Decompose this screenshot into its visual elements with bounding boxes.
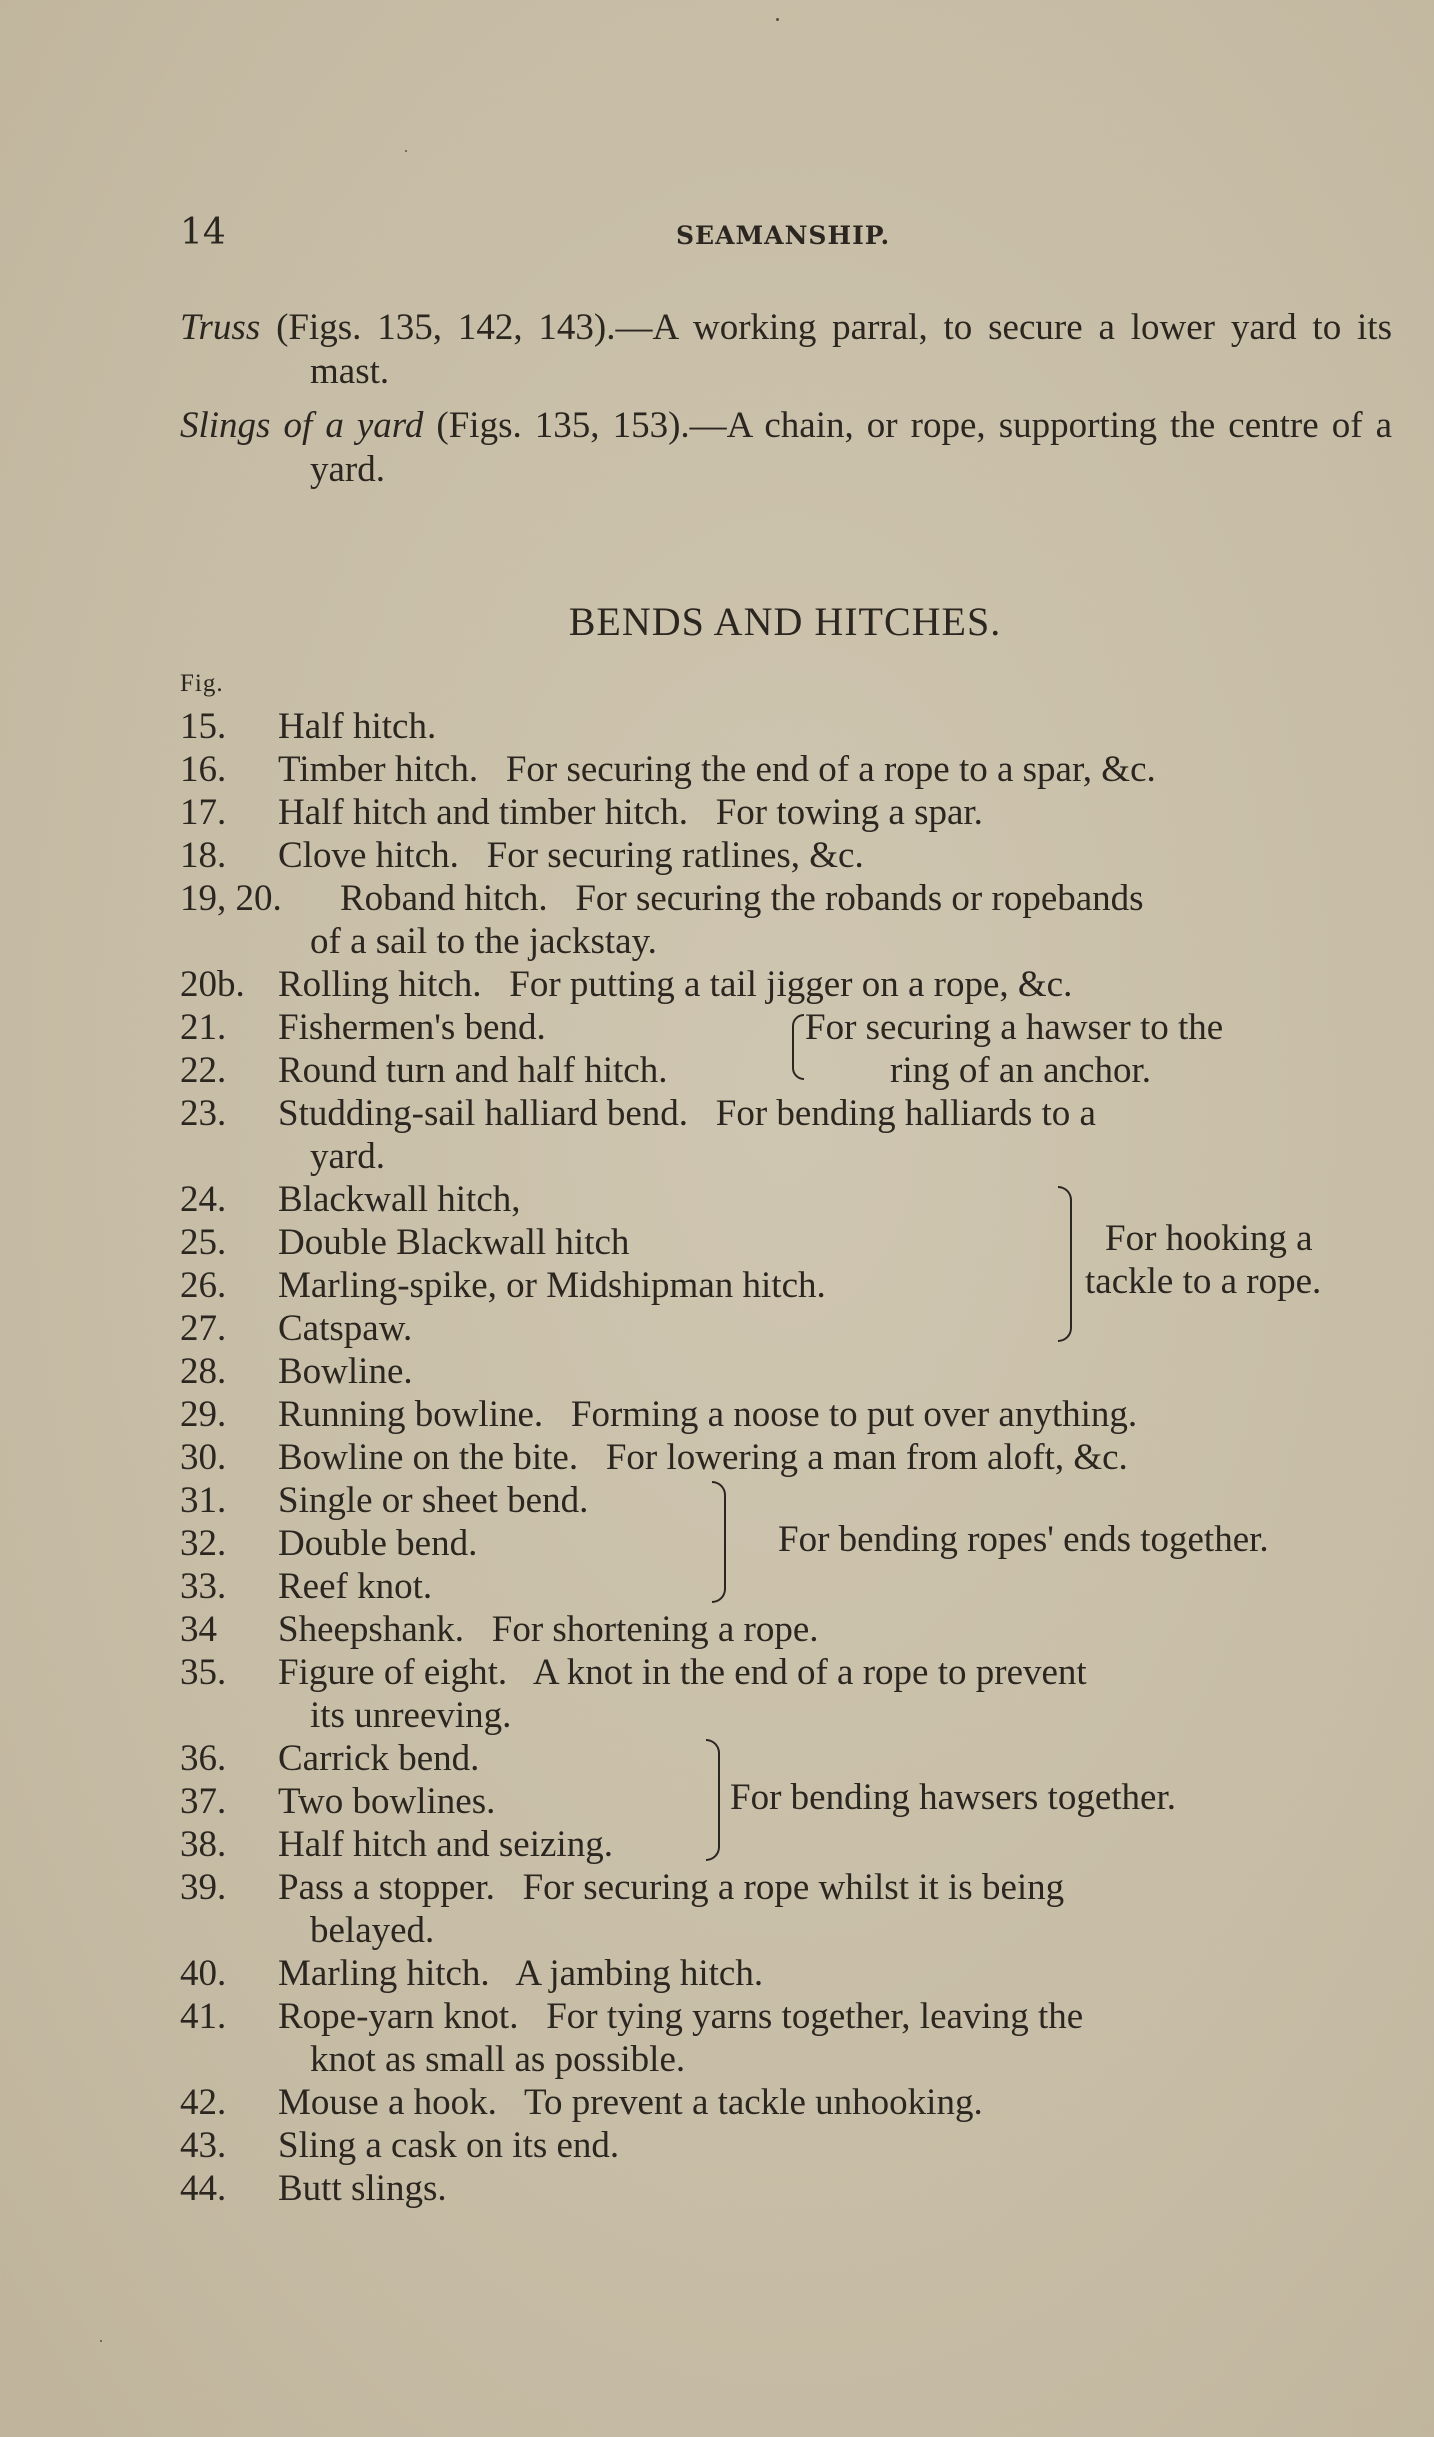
entry-text: Butt slings. — [278, 2168, 447, 2209]
entry-text: Timber hitch. For securing the end of a rope to a spar, &c. — [278, 749, 1156, 790]
entry-text: Catspaw. — [278, 1308, 413, 1349]
fig-number: 33. — [180, 1566, 227, 1607]
entry-text: Rolling hitch. For putting a tail jigger on a rope, &c. — [278, 964, 1073, 1005]
fig-number: 41. — [180, 1996, 227, 2037]
fig-number: 44. — [180, 2168, 227, 2209]
fig-number: 26. — [180, 1265, 227, 1306]
entry-text: Rope-yarn knot. For tying yarns together, leaving the — [278, 1996, 1084, 2037]
entry-text: Single or sheet bend. — [278, 1480, 589, 1521]
fig-number: 32. — [180, 1523, 227, 1564]
page-number: 14 — [180, 212, 226, 253]
entry-text: Half hitch. — [278, 706, 437, 747]
entry-text: Figure of eight. A knot in the end of a rope to prevent — [278, 1652, 1087, 1693]
entry-text: Round turn and half hitch. — [278, 1050, 668, 1091]
entry-continuation: yard. — [310, 1136, 385, 1177]
entry-text: Bowline on the bite. For lowering a man from aloft, &c. — [278, 1437, 1128, 1478]
note-bend-ropes: For bending ropes' ends together. — [778, 1519, 1269, 1560]
definition-truss — [180, 306, 1392, 394]
brace-anchor — [792, 1014, 804, 1080]
entry-text: Double Blackwall hitch — [278, 1222, 630, 1263]
paper-speck — [405, 150, 407, 152]
entry-text: Reef knot. — [278, 1566, 433, 1607]
paper-speck — [100, 2340, 102, 2342]
note-anchor-line2: ring of an anchor. — [890, 1050, 1151, 1091]
entry-text: Sling a cask on its end. — [278, 2125, 620, 2166]
definition-term: Truss — [180, 307, 261, 348]
entry-text: Sheepshank. For shortening a rope. — [278, 1609, 819, 1650]
fig-number: 42. — [180, 2082, 227, 2123]
fig-number: 18. — [180, 835, 227, 876]
note-hook-line2: tackle to a rope. — [1085, 1261, 1322, 1302]
brace-hawsers — [706, 1739, 720, 1861]
paper-speck — [776, 18, 779, 21]
entry-text: Fishermen's bend. — [278, 1007, 546, 1048]
fig-number: 40. — [180, 1953, 227, 1994]
fig-number: 29. — [180, 1394, 227, 1435]
definition-slings — [180, 404, 1392, 492]
fig-number: 34 — [180, 1609, 217, 1650]
brace-hook — [1058, 1186, 1072, 1342]
entry-text: Double bend. — [278, 1523, 478, 1564]
entry-text: Studding-sail halliard bend. For bending halliards to a — [278, 1093, 1096, 1134]
entry-text: Marling-spike, or Midshipman hitch. — [278, 1265, 826, 1306]
fig-number: 30. — [180, 1437, 227, 1478]
entry-text: Two bowlines. — [278, 1781, 496, 1822]
entry-text: Blackwall hitch, — [278, 1179, 521, 1220]
running-head: SEAMANSHIP. — [676, 221, 891, 250]
entry-continuation: of a sail to the jackstay. — [310, 921, 657, 962]
fig-number: 15. — [180, 706, 227, 747]
fig-column-label: Fig. — [180, 670, 224, 697]
fig-number: 22. — [180, 1050, 227, 1091]
fig-number: 36. — [180, 1738, 227, 1779]
fig-number: 37. — [180, 1781, 227, 1822]
fig-number: 21. — [180, 1007, 227, 1048]
entry-continuation: belayed. — [310, 1910, 435, 1951]
definition-text: (Figs. 135, 153).—A chain, or rope, supporting the centre of a yard. — [310, 405, 1392, 490]
note-hook-line1: For hooking a — [1105, 1218, 1313, 1259]
note-anchor-line1: For securing a hawser to the — [805, 1007, 1224, 1048]
fig-number: 38. — [180, 1824, 227, 1865]
entry-text: Roband hitch. For securing the robands or ropebands — [340, 878, 1144, 919]
entry-continuation: knot as small as possible. — [310, 2039, 686, 2080]
note-bend-hawsers: For bending hawsers together. — [730, 1777, 1176, 1818]
section-title: BENDS AND HITCHES. — [568, 599, 1002, 644]
fig-number: 25. — [180, 1222, 227, 1263]
entry-continuation: its unreeving. — [310, 1695, 512, 1736]
entry-text: Pass a stopper. For securing a rope whilst it is being — [278, 1867, 1065, 1908]
entry-text: Marling hitch. A jambing hitch. — [278, 1953, 764, 1994]
fig-number: 39. — [180, 1867, 227, 1908]
definition-text: (Figs. 135, 142, 143).—A working parral, to secure a lower yard to its mast. — [260, 307, 1392, 392]
fig-number: 27. — [180, 1308, 227, 1349]
fig-number: 23. — [180, 1093, 227, 1134]
entry-text: Half hitch and timber hitch. For towing a spar. — [278, 792, 983, 833]
fig-number: 17. — [180, 792, 227, 833]
fig-number: 24. — [180, 1179, 227, 1220]
entry-text: Clove hitch. For securing ratlines, &c. — [278, 835, 864, 876]
brace-ropes — [712, 1481, 726, 1603]
entry-text: Half hitch and seizing. — [278, 1824, 613, 1865]
fig-number: 43. — [180, 2125, 227, 2166]
entry-text: Carrick bend. — [278, 1738, 480, 1779]
entry-text: Bowline. — [278, 1351, 413, 1392]
fig-number: 31. — [180, 1480, 227, 1521]
fig-number: 16. — [180, 749, 227, 790]
fig-number: 20b. — [180, 964, 245, 1005]
definition-term: Slings of a yard — [180, 405, 424, 446]
fig-number: 35. — [180, 1652, 227, 1693]
fig-number: 28. — [180, 1351, 227, 1392]
entry-text: Running bowline. Forming a noose to put over anything. — [278, 1394, 1138, 1435]
fig-number: 19, 20. — [180, 878, 282, 919]
page-header — [180, 212, 1390, 252]
entry-text: Mouse a hook. To prevent a tackle unhooking. — [278, 2082, 983, 2123]
